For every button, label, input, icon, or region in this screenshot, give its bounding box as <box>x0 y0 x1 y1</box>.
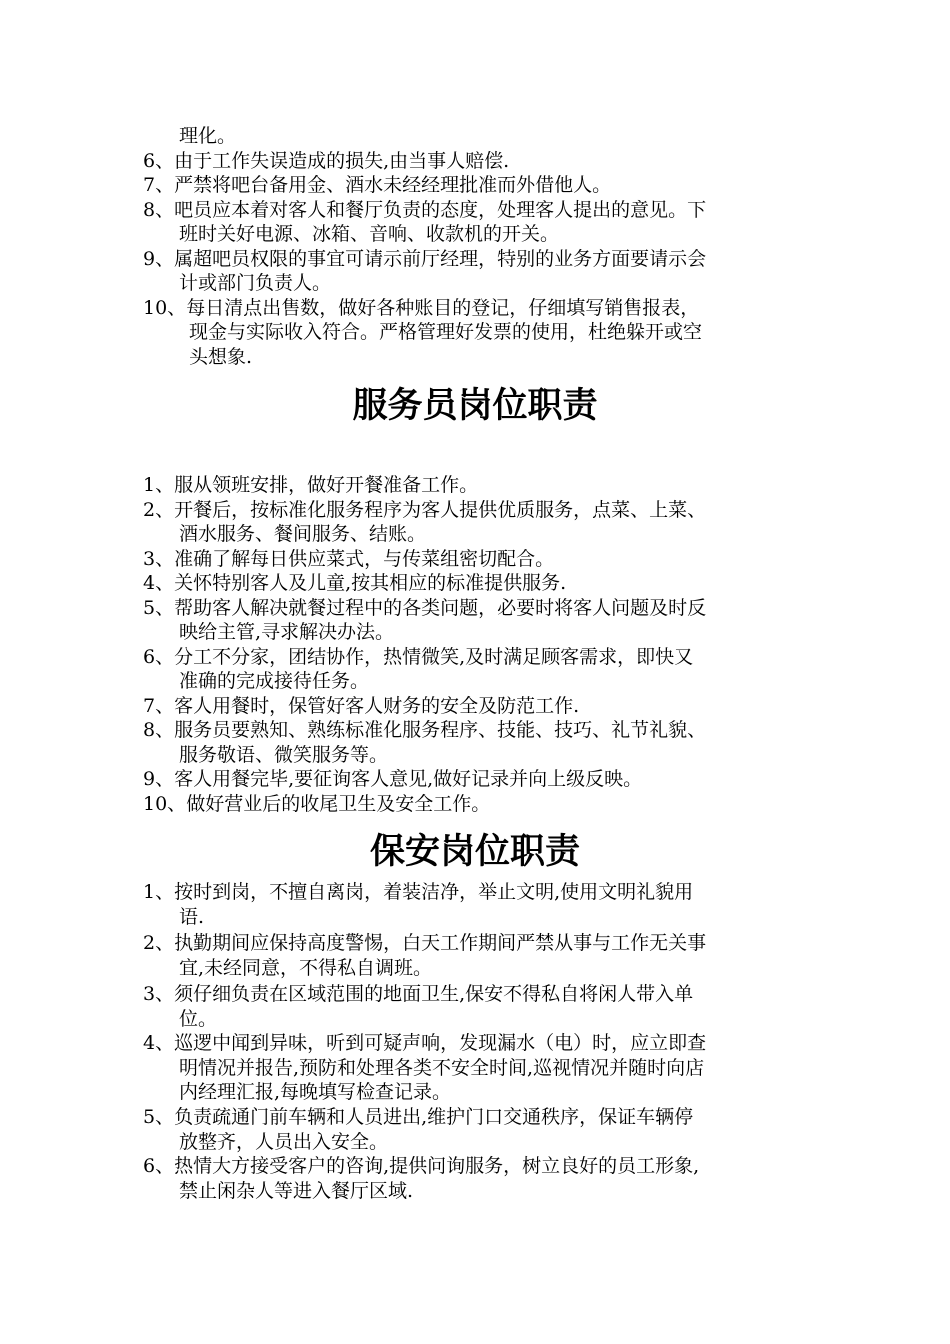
item-text-line: 禁止闲杂人等进入餐厅区域. <box>179 1179 414 1202</box>
list-item <box>143 247 813 296</box>
list-item <box>143 1031 813 1105</box>
list-item <box>143 173 813 198</box>
item-text-line: 属超吧员权限的事宜可请示前厅经理，特别的业务方面要请示会 <box>174 247 707 270</box>
item-text-line: 班时关好电源、冰箱、音响、收款机的开关。 <box>179 223 560 245</box>
item-number: 3、 <box>143 983 175 1005</box>
item-number: 9、 <box>143 247 175 270</box>
item-text-line: 负责疏通门前车辆和人员进出,维护门口交通秩序，保证车辆停 <box>174 1106 694 1128</box>
item-number: 9、 <box>143 768 175 790</box>
item-text-line: 准确了解每日供应菜式，与传菜组密切配合。 <box>174 547 555 570</box>
item-text-line: 执勤期间应保持高度警惕，白天工作期间严禁从事与工作无关事 <box>174 932 707 954</box>
item-number: 6、 <box>143 1155 175 1177</box>
item-number: 5、 <box>143 596 175 619</box>
item-text-line: 须仔细负责在区域范围的地面卫生,保安不得私自将闲人带入单 <box>174 983 694 1005</box>
list-item <box>143 547 813 572</box>
list-item <box>143 296 813 370</box>
item-number: 3、 <box>143 547 175 570</box>
list-item <box>143 498 813 547</box>
list-item <box>143 880 813 929</box>
item-text-line: 计或部门负责人。 <box>179 272 332 294</box>
item-number: 6、 <box>143 645 175 668</box>
item-number: 10、 <box>143 792 187 815</box>
item-text-line: 分工不分家，团结协作，热情微笑,及时满足顾客需求，即快又 <box>174 645 694 668</box>
item-text-line: 热情大方接受客户的咨询,提供问询服务，树立良好的员工形象, <box>174 1155 700 1177</box>
section-title: 保安岗位职责 <box>369 832 580 872</box>
item-text-line: 准确的完成接待任务。 <box>179 670 370 692</box>
list-item <box>143 473 813 498</box>
list-item <box>143 694 813 719</box>
item-text-line: 语. <box>179 905 205 928</box>
list-item <box>143 645 813 694</box>
item-number: 7、 <box>143 174 175 196</box>
item-text-line: 服务员要熟知、熟练标准化服务程序、技能、技巧、礼节礼貌、 <box>174 719 707 741</box>
item-number: 8、 <box>143 198 175 221</box>
item-text-line: 酒水服务、餐间服务、结账。 <box>179 523 427 545</box>
item-text-line: 帮助客人解决就餐过程中的各类问题，必要时将客人问题及时反 <box>174 596 707 619</box>
item-text-line: 服从领班安排，做好开餐准备工作。 <box>174 474 479 496</box>
item-text-line: 明情况并报告,预防和处理各类不安全时间,巡视情况并随时向店 <box>179 1056 705 1079</box>
item-number: 4、 <box>143 572 175 594</box>
list-item <box>143 1105 813 1154</box>
item-text-line: 头想象. <box>189 345 253 368</box>
list-item <box>143 124 813 149</box>
item-text-line: 严禁将吧台备用金、酒水未经经理批准而外借他人。 <box>174 174 612 196</box>
list-item <box>143 198 813 247</box>
item-number: 6、 <box>143 149 175 172</box>
section-title: 服务员岗位职责 <box>352 386 598 426</box>
list-item <box>143 792 813 817</box>
item-text-line: 客人用餐时，保管好客人财务的安全及防范工作. <box>174 694 580 717</box>
item-text-line: 现金与实际收入符合。严格管理好发票的使用，杜绝躲开或空 <box>189 321 703 343</box>
item-text-line: 按时到岗，不擅自离岗，着装洁净，举止文明,使用文明礼貌用 <box>174 881 694 903</box>
item-text-line: 位。 <box>179 1007 218 1030</box>
item-number: 1、 <box>143 474 175 496</box>
item-text-line: 放整齐，人员出入安全。 <box>179 1130 389 1153</box>
list-item <box>143 718 813 767</box>
item-number: 2、 <box>143 498 175 521</box>
item-text-line: 做好营业后的收尾卫生及安全工作。 <box>186 792 491 815</box>
item-text-line: 宜,未经同意，不得私自调班。 <box>179 956 433 979</box>
item-number: 4、 <box>143 1032 175 1054</box>
item-number: 10、 <box>143 296 187 319</box>
list-item <box>143 571 813 596</box>
list-item <box>143 149 813 174</box>
item-text-line: 映给主管,寻求解决办法。 <box>179 621 395 643</box>
item-text-line: 服务敬语、微笑服务等。 <box>179 743 389 766</box>
item-text-line: 客人用餐完毕,要征询客人意见,做好记录并向上级反映。 <box>174 768 643 790</box>
list-item <box>143 596 813 645</box>
item-text-line: 开餐后，按标准化服务程序为客人提供优质服务，点菜、上菜、 <box>174 498 707 521</box>
item-text-line: 每日清点出售数，做好各种账目的登记，仔细填写销售报表， <box>186 296 700 319</box>
list-item <box>143 931 813 980</box>
item-text-line: 吧员应本着对客人和餐厅负责的态度，处理客人提出的意见。下 <box>174 198 707 221</box>
item-text-line: 关怀特别客人及儿童,按其相应的标准提供服务. <box>174 572 567 594</box>
item-text-line: 巡逻中闻到异味，听到可疑声响，发现漏水（电）时，应立即查 <box>174 1032 707 1054</box>
item-number: 2、 <box>143 932 175 954</box>
item-text-line: 理化。 <box>179 125 237 147</box>
item-number: 1、 <box>143 881 175 903</box>
item-number: 8、 <box>143 719 175 741</box>
item-number: 5、 <box>143 1106 175 1128</box>
item-number: 7、 <box>143 694 175 717</box>
item-text-line: 内经理汇报,每晚填写检查记录。 <box>179 1081 452 1103</box>
list-item <box>143 1154 813 1203</box>
item-text-line: 由于工作失误造成的损失,由当事人赔偿. <box>174 149 510 172</box>
list-item <box>143 982 813 1031</box>
list-item <box>143 767 813 792</box>
